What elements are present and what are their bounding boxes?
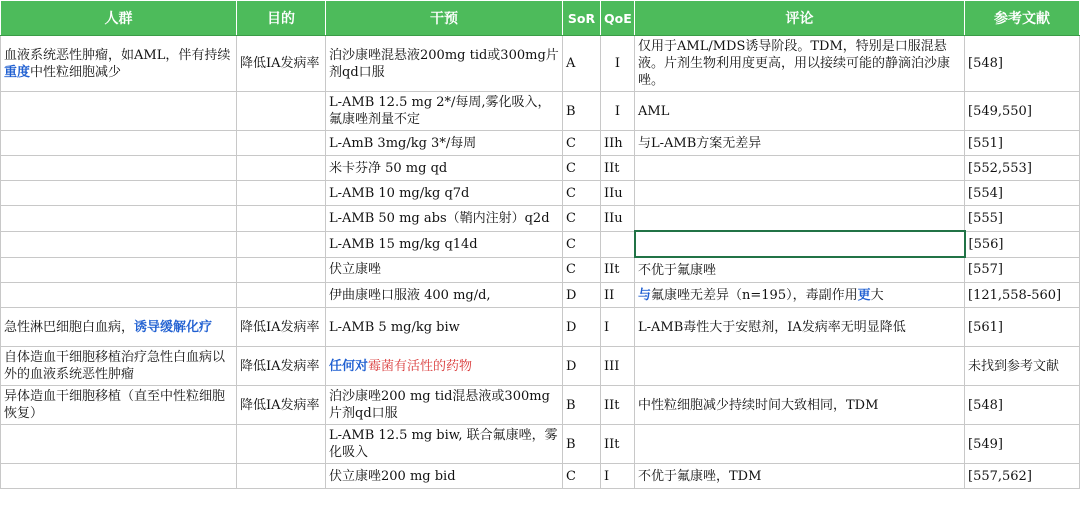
population-cell[interactable] (1, 464, 237, 489)
population-text: 急性淋巴细胞白血病， (4, 319, 135, 335)
refs-cell[interactable]: [549,550] (965, 92, 1080, 131)
intervention-cell[interactable]: L-AMB 50 mg abs（鞘内注射）q2d (326, 206, 563, 232)
qoe-cell[interactable] (601, 231, 635, 257)
refs-cell[interactable]: [556] (965, 231, 1080, 257)
refs-cell[interactable]: [549] (965, 425, 1080, 464)
population-cell[interactable] (1, 36, 237, 92)
intervention-cell[interactable]: L-AMB 5 mg/kg biw (326, 308, 563, 347)
intervention-highlight: 任何对 (329, 358, 369, 374)
table-row (1, 156, 1080, 181)
goal-cell[interactable] (237, 283, 326, 308)
intervention-cell[interactable]: L-AMB 12.5 mg biw, 联合氟康唑，雾化吸入 (326, 425, 563, 464)
population-text: 中性粒细胞减少 (30, 64, 122, 80)
goal-cell[interactable] (237, 206, 326, 232)
population-cell[interactable] (1, 308, 237, 347)
intervention-cell[interactable]: L-AMB 12.5 mg 2*/每周,雾化吸入，氟康唑剂量不定 (326, 92, 563, 131)
comment-cell[interactable] (635, 283, 965, 308)
population-cell[interactable] (1, 425, 237, 464)
intervention-cell[interactable]: L-AMB 10 mg/kg q7d (326, 181, 563, 206)
sor-cell[interactable]: C (563, 206, 601, 232)
table-row (1, 257, 1080, 283)
qoe-cell[interactable]: IIt (601, 156, 635, 181)
table-row (1, 36, 1080, 92)
header-comment[interactable]: 评论 (635, 1, 965, 36)
refs-cell[interactable]: [555] (965, 206, 1080, 232)
refs-cell[interactable]: [548] (965, 36, 1080, 92)
header-row (1, 1, 1080, 36)
population-cell[interactable] (1, 92, 237, 131)
table-row (1, 92, 1080, 131)
goal-cell[interactable] (237, 92, 326, 131)
comment-text: 氟康唑无差异（n=195），毒副作用 (651, 287, 858, 303)
sor-cell[interactable]: C (563, 231, 601, 257)
goal-cell[interactable] (237, 257, 326, 283)
intervention-cell[interactable]: 伊曲康唑口服液 400 mg/d, (326, 283, 563, 308)
comment-cell[interactable] (635, 206, 965, 232)
sor-cell[interactable]: D (563, 347, 601, 386)
selected-comment-cell[interactable] (635, 231, 965, 257)
sor-cell[interactable]: A (563, 36, 601, 92)
sor-cell[interactable]: C (563, 131, 601, 156)
goal-cell[interactable] (237, 425, 326, 464)
sor-cell[interactable]: B (563, 92, 601, 131)
qoe-cell[interactable]: IIh (601, 131, 635, 156)
sor-cell[interactable]: C (563, 257, 601, 283)
refs-cell[interactable]: [557] (965, 257, 1080, 283)
refs-cell[interactable]: [552,553] (965, 156, 1080, 181)
qoe-cell[interactable]: IIt (601, 257, 635, 283)
table-row (1, 131, 1080, 156)
comment-cell[interactable] (635, 425, 965, 464)
comment-cell[interactable]: 不优于氟康唑 (635, 257, 965, 283)
table-row (1, 206, 1080, 232)
header-population[interactable]: 人群 (1, 1, 237, 36)
population-cell[interactable]: 异体造血干细胞移植（直至中性粒细胞恢复） (1, 386, 237, 425)
qoe-cell[interactable]: I (601, 464, 635, 489)
refs-cell[interactable]: [557,562] (965, 464, 1080, 489)
intervention-cell[interactable]: 泊沙康唑混悬液200mg tid或300mg片剂qd口服 (326, 36, 563, 92)
comment-highlight: 更 (857, 287, 871, 303)
qoe-cell[interactable]: IIu (601, 181, 635, 206)
header-sor[interactable]: SoR (563, 1, 601, 36)
qoe-cell[interactable]: IIu (601, 206, 635, 232)
comment-text: 大 (870, 287, 884, 303)
intervention-cell[interactable]: L-AMB 15 mg/kg q14d (326, 231, 563, 257)
table-row (1, 231, 1080, 257)
comment-cell[interactable]: AML (635, 92, 965, 131)
table-row (1, 386, 1080, 425)
comment-cell[interactable]: 仅用于AML/MDS诱导阶段。TDM，特别是口服混悬液。片剂生物利用度更高，用以接续可能的静滴泊沙康唑。 (635, 36, 965, 92)
goal-cell[interactable] (237, 181, 326, 206)
goal-cell[interactable] (237, 156, 326, 181)
population-cell[interactable] (1, 257, 237, 283)
population-cell[interactable] (1, 283, 237, 308)
intervention-cell[interactable]: 米卡芬净 50 mg qd (326, 156, 563, 181)
comment-cell[interactable]: 与L-AMB方案无差异 (635, 131, 965, 156)
refs-cell[interactable]: [561] (965, 308, 1080, 347)
goal-cell[interactable] (237, 464, 326, 489)
qoe-cell[interactable]: III (601, 347, 635, 386)
header-refs[interactable]: 参考文献 (965, 1, 1080, 36)
qoe-cell[interactable]: IIt (601, 386, 635, 425)
comment-cell[interactable] (635, 347, 965, 386)
refs-cell[interactable]: [121,558-560] (965, 283, 1080, 308)
population-highlight: 诱导缓解化疗 (134, 319, 213, 335)
header-intervention[interactable]: 干预 (326, 1, 563, 36)
population-cell[interactable] (1, 231, 237, 257)
population-cell[interactable] (1, 156, 237, 181)
sor-cell[interactable]: C (563, 464, 601, 489)
refs-cell[interactable]: 未找到参考文献 (965, 347, 1080, 386)
comment-cell[interactable] (635, 156, 965, 181)
qoe-cell[interactable]: I (601, 308, 635, 347)
comment-cell[interactable] (635, 181, 965, 206)
comment-highlight: 与 (638, 287, 652, 303)
sor-cell[interactable]: C (563, 156, 601, 181)
table-row (1, 425, 1080, 464)
intervention-cell[interactable]: 泊沙康唑200 mg tid混悬液或300mg片剂qd口服 (326, 386, 563, 425)
sor-cell[interactable]: C (563, 181, 601, 206)
population-cell[interactable]: 自体造血干细胞移植治疗急性白血病以外的血液系统恶性肿瘤 (1, 347, 237, 386)
table-row (1, 464, 1080, 489)
qoe-cell[interactable]: I (601, 92, 635, 131)
refs-cell[interactable]: [554] (965, 181, 1080, 206)
sor-cell[interactable]: B (563, 425, 601, 464)
header-goal[interactable]: 目的 (237, 1, 326, 36)
qoe-cell[interactable]: II (601, 283, 635, 308)
sor-cell[interactable]: D (563, 308, 601, 347)
comment-cell[interactable]: L-AMB毒性大于安慰剂，IA发病率无明显降低 (635, 308, 965, 347)
intervention-cell[interactable]: 伏立康唑200 mg bid (326, 464, 563, 489)
goal-cell[interactable]: 降低IA发病率 (237, 347, 326, 386)
goal-cell[interactable] (237, 131, 326, 156)
intervention-cell[interactable] (326, 347, 563, 386)
goal-cell[interactable]: 降低IA发病率 (237, 386, 326, 425)
comment-cell[interactable]: 中性粒细胞减少持续时间大致相同，TDM (635, 386, 965, 425)
table-row (1, 181, 1080, 206)
sor-cell[interactable]: B (563, 386, 601, 425)
qoe-cell[interactable]: I (601, 36, 635, 92)
table-row (1, 308, 1080, 347)
comment-cell[interactable]: 不优于氟康唑，TDM (635, 464, 965, 489)
refs-cell[interactable]: [551] (965, 131, 1080, 156)
intervention-cell[interactable]: L-AmB 3mg/kg 3*/每周 (326, 131, 563, 156)
table-row (1, 347, 1080, 386)
population-cell[interactable] (1, 206, 237, 232)
intervention-cell[interactable]: 伏立康唑 (326, 257, 563, 283)
qoe-cell[interactable]: IIt (601, 425, 635, 464)
sor-cell[interactable]: D (563, 283, 601, 308)
population-highlight: 重度 (4, 64, 31, 80)
population-cell[interactable] (1, 181, 237, 206)
header-qoe[interactable]: QoE (601, 1, 635, 36)
intervention-highlight-red: 霉菌有活性的药物 (368, 358, 473, 374)
goal-cell[interactable] (237, 231, 326, 257)
population-cell[interactable] (1, 131, 237, 156)
table-row (1, 283, 1080, 308)
population-text: 血液系统恶性肿瘤，如AML，伴有持续 (4, 47, 231, 63)
goal-cell[interactable]: 降低IA发病率 (237, 36, 326, 92)
goal-cell[interactable]: 降低IA发病率 (237, 308, 326, 347)
refs-cell[interactable]: [548] (965, 386, 1080, 425)
